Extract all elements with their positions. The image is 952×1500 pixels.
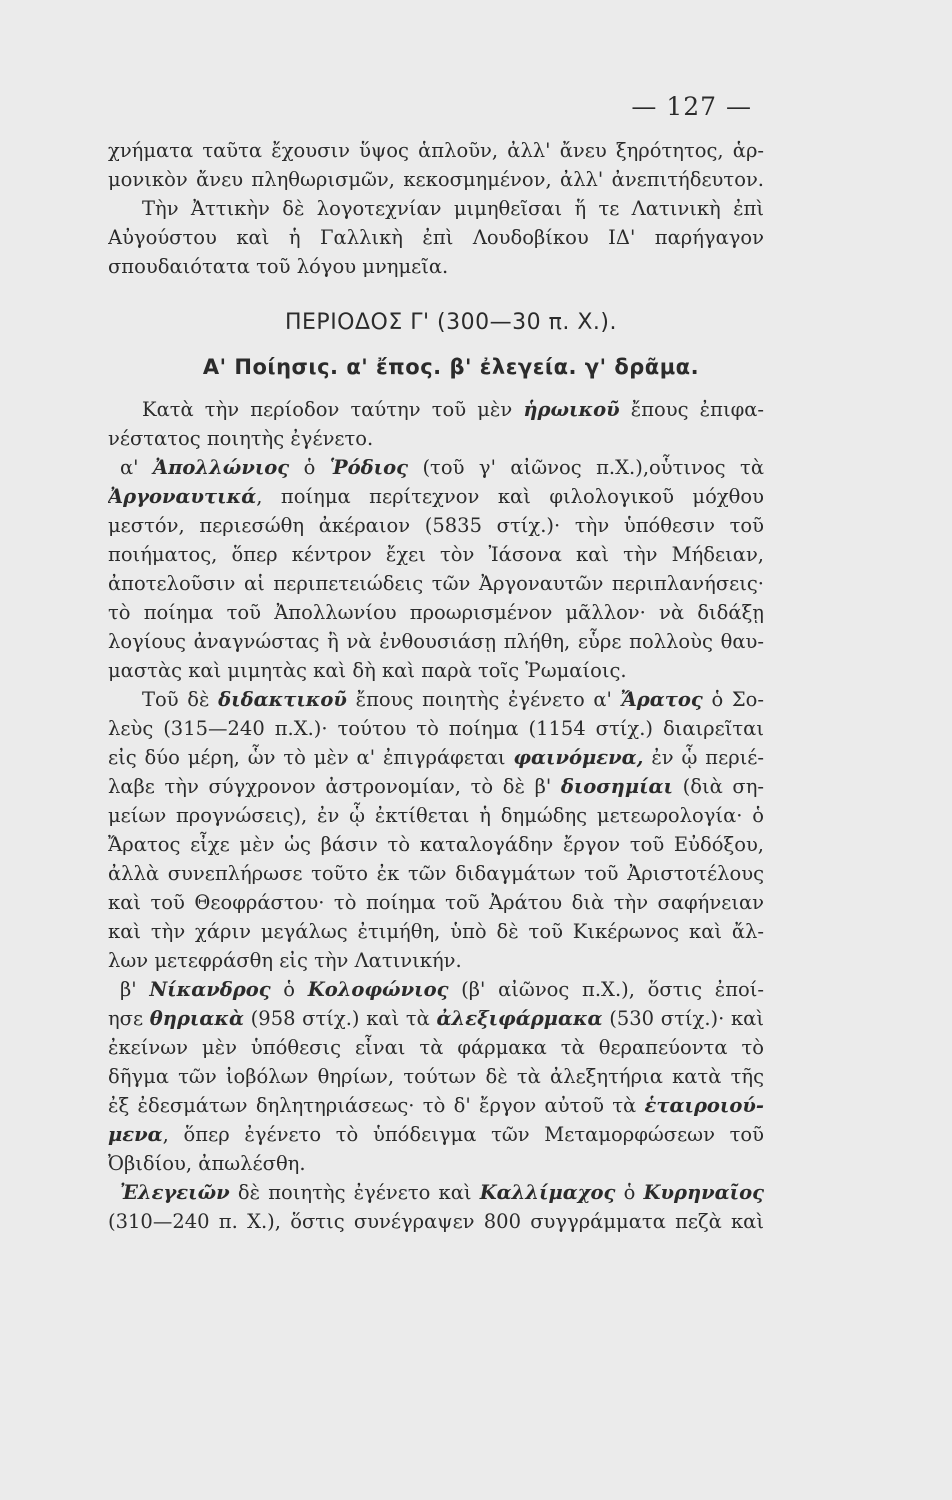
paragraph-aratus <box>108 685 764 975</box>
text-line: καὶ τὴν χάριν μεγάλως ἐτιμήθη, ὑπὸ δὲ τοῦ Κικέρωνος καὶ ἄλ- <box>108 920 764 943</box>
term-didactic: διδακτικοῦ <box>218 688 347 711</box>
text-line: μείων προγνώσεις), ἐν ᾧ ἐκτίθεται ἡ δημώδης μετεωρολογία· ὁ <box>108 804 764 827</box>
page-number: — 127 — <box>631 92 752 121</box>
text-line: (310—240 π. Χ.), ὅστις συνέγραψεν 800 συγγράμματα πεζὰ καὶ <box>108 1210 764 1233</box>
text-line: εἰς δύο μέρη, ὧν τὸ μὲν α' ἐπιγράφεται φαινόμενα, ἐν ᾧ περιέ- <box>108 746 764 769</box>
text-line: χνήματα ταῦτα ἔχουσιν ὕψος ἁπλοῦν, ἀλλ' ἄνευ ξηρότητος, ἁρ- <box>108 139 764 162</box>
paragraph-nicander <box>108 975 764 1178</box>
text-line: Ὀβιδίου, ἀπωλέσθη. <box>108 1152 306 1175</box>
title-argonautica: Ἀργοναυτικά <box>108 485 257 508</box>
text-line: α' Ἀπολλώνιος ὁ Ῥόδιος (τοῦ γ' αἰῶνος π.Χ.),οὗτινος τὰ <box>120 456 764 479</box>
name-callimachus: Καλλίμαχος <box>479 1181 616 1204</box>
text-line: Ἐλεγειῶν δὲ ποιητὴς ἐγένετο καὶ Καλλίμαχος ὁ Κυρηναῖος <box>120 1181 764 1204</box>
text-line: σπουδαιότατα τοῦ λόγου μνημεῖα. <box>108 255 449 278</box>
text-line: Ἀργοναυτικά, ποίημα περίτεχνον καὶ φιλολογικοῦ μόχθου <box>108 485 764 508</box>
name-aratus: Ἄρατος <box>620 688 703 711</box>
term-heroic: ἡρωικοῦ <box>523 398 620 421</box>
text-line: μονικὸν ἄνευ πληθωρισμῶν, κεκοσμημένον, ἀλλ' ἀνεπιτήδευτον. <box>108 168 764 191</box>
text-line: ἀποτελοῦσιν αἱ περιπετειώδεις τῶν Ἀργοναυτῶν περιπλανήσεις· <box>108 572 764 595</box>
text-line: λεὺς (315—240 π.Χ.)· τούτου τὸ ποίημα (1154 στίχ.) διαιρεῖται <box>108 717 764 740</box>
section-heading: Α' Ποίησις. α' ἔπος. β' ἐλεγεία. γ' δρᾶμα. <box>202 355 700 379</box>
intro-paragraph <box>108 136 764 281</box>
text-line: ἐκείνων μὲν ὑπόθεσις εἶναι τὰ φάρμακα τὰ θεραπεύοντα τὸ <box>108 1036 764 1059</box>
period-heading: ΠΕΡΙΟΔΟΣ Γ' (300—30 π. Χ.). <box>284 310 617 335</box>
text-line: λων μετεφράσθη εἰς τὴν Λατινικήν. <box>108 949 462 972</box>
text-line: δῆγμα τῶν ἰοβόλων θηρίων, τούτων δὲ τὰ ἀλεξητήρια κατὰ τῆς <box>108 1065 764 1088</box>
paragraph-apollonius <box>108 453 764 685</box>
paragraph-callimachus <box>108 1178 764 1236</box>
text-line: λαβε τὴν σύγχρονον ἀστρονομίαν, τὸ δὲ β' διοσημίαι (διὰ ση- <box>108 775 764 798</box>
text-line: ἐξ ἐδεσμάτων δηλητηριάσεως· τὸ δ' ἔργον αὐτοῦ τὰ ἑταιροιού- <box>108 1094 764 1117</box>
term-elegies: Ἐλεγειῶν <box>120 1181 230 1204</box>
text-line: Τοῦ δὲ διδακτικοῦ ἔπους ποιητὴς ἐγένετο α' Ἄρατος ὁ Σο- <box>142 688 764 711</box>
name-nicander: Νίκανδρος <box>149 978 271 1001</box>
name-apollonius: Ἀπολλώνιος <box>153 456 290 479</box>
text-line: Τὴν Ἀττικὴν δὲ λογοτεχνίαν μιμηθεῖσαι ἥ τε Λατινικὴ ἐπὶ <box>142 197 764 220</box>
text-line: Αὐγούστου καὶ ἡ Γαλλικὴ ἐπὶ Λουδοβίκου ΙΔ' παρήγαγον <box>108 226 764 249</box>
text-line: ἀλλὰ συνεπλήρωσε τοῦτο ἐκ τῶν διδαγμάτων τοῦ Ἀριστοτέλους <box>108 862 764 885</box>
text-line: ησε θηριακὰ (958 στίχ.) καὶ τὰ ἀλεξιφάρμακα (530 στίχ.)· καὶ <box>108 1007 764 1030</box>
text-line: λογίους ἀναγνώστας ἢ νὰ ἐνθουσιάσῃ πλήθη, εὗρε πολλοὺς θαυ- <box>108 630 764 653</box>
text-line: μαστὰς καὶ μιμητὰς καὶ δὴ καὶ παρὰ τοῖς Ῥωμαίοις. <box>108 659 627 682</box>
paragraph-heroic-epic <box>108 395 764 453</box>
text-line: Ἄρατος εἶχε μὲν ὡς βάσιν τὸ καταλογάδην ἔργον τοῦ Εὐδόξου, <box>108 833 764 856</box>
text-line: καὶ τοῦ Θεοφράστου· τὸ ποίημα τοῦ Ἀράτου διὰ τὴν σαφήνειαν <box>108 891 764 914</box>
text-line: ποιήματος, ὅπερ κέντρον ἔχει τὸν Ἰάσονα καὶ τὴν Μήδειαν, <box>108 543 764 566</box>
text-line: μενα, ὅπερ ἐγένετο τὸ ὑπόδειγμα τῶν Μεταμορφώσεων τοῦ <box>108 1123 764 1146</box>
text-line: μεστόν, περιεσώθη ἀκέραιον (5835 στίχ.)· τὴν ὑπόθεσιν τοῦ <box>108 514 764 537</box>
page-body <box>108 136 764 1236</box>
text-line: νέστατος ποιητὴς ἐγένετο. <box>108 427 374 450</box>
text-line: τὸ ποίημα τοῦ Ἀπολλωνίου προωρισμένον μᾶλλον· νὰ διδάξῃ <box>108 601 764 624</box>
text-line: β' Νίκανδρος ὁ Κολοφώνιος (β' αἰῶνος π.Χ.), ὅστις ἐποί- <box>120 978 764 1001</box>
text-line: Κατὰ τὴν περίοδον ταύτην τοῦ μὲν ἡρωικοῦ ἔπους ἐπιφα- <box>142 398 764 421</box>
